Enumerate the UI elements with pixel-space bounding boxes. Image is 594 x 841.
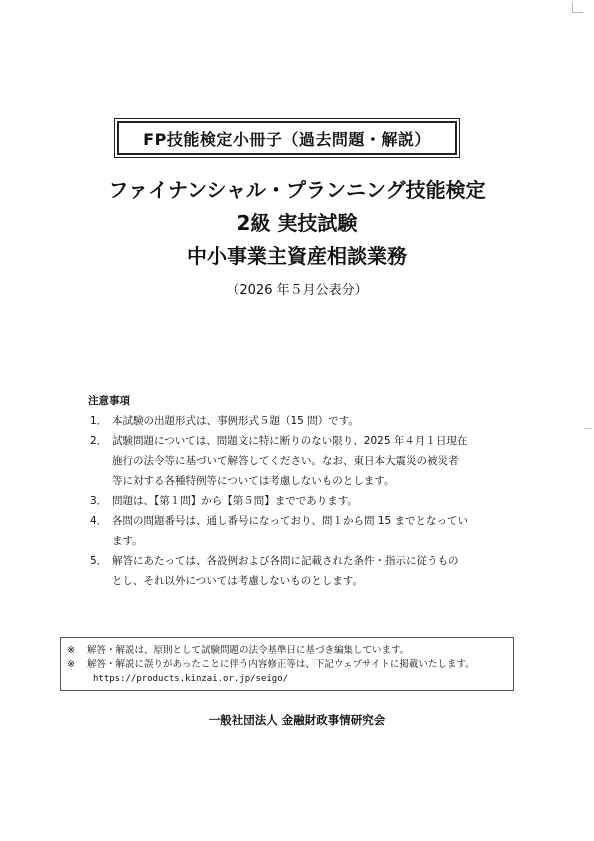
note-text (112, 511, 518, 551)
note-line: 本試験の出題形式は、事例形式５題（15 問）です。 (112, 415, 359, 427)
note-number: 1． (90, 415, 108, 427)
footnote-mark: ※ (67, 645, 75, 656)
note-line: とし、それ以外については考慮しないものとします。 (112, 575, 363, 587)
publication-date: （2026 年５月公表分） (226, 283, 368, 298)
note-number: 2． (90, 435, 108, 447)
note-item (88, 431, 518, 491)
note-text (112, 491, 518, 511)
note-item (88, 411, 518, 431)
notes-heading: 注意事項 (88, 395, 130, 407)
note-item (88, 551, 518, 591)
note-line: 解答にあたっては、各設例および各問に記載された条件・指示に従うもの (112, 555, 459, 567)
note-line: ます。 (112, 535, 143, 547)
footnote-mark: ※ (67, 659, 75, 670)
errata-url: https://products.kinzai.or.jp/seigo/ (93, 674, 289, 684)
title-line-1: ファイナンシャル・プランニング技能検定 (108, 178, 486, 202)
footnote-box (60, 637, 514, 691)
title-line-3: 中小事業主資産相談業務 (187, 244, 407, 268)
title-line-2: 2級 実技試験 (236, 211, 358, 235)
publisher-name: 一般社団法人 金融財政事情研究会 (208, 713, 386, 727)
notes-list (88, 411, 518, 591)
note-line: 問題は、【第１問】から【第５問】までであります。 (112, 495, 358, 507)
footnote-text: 解答・解説は、原則として試験問題の法令基準日に基づき編集しています。 (87, 645, 410, 656)
booklet-label-box (114, 118, 460, 158)
footnote-text: 解答・解説に誤りがあったことに伴う内容修正等は、下記ウェブサイトに掲載いたします。 (87, 659, 475, 670)
note-line: 各問の問題番号は、通し番号になっており、問１から問 15 までとなってい (112, 515, 469, 527)
note-line: 試験問題については、問題文に特に断りのない限り、2025 年４月１日現在 (112, 435, 468, 447)
note-number: 4． (90, 515, 108, 527)
note-text (112, 551, 518, 591)
note-number: 3． (90, 495, 108, 507)
booklet-label: FP技能検定小冊子（過去問題・解説） (117, 121, 457, 155)
note-line: 施行の法令等に基づいて解答してください。なお、東日本大震災の被災者 (112, 455, 459, 467)
footnote-item (67, 658, 513, 672)
note-text (112, 431, 518, 491)
note-text (112, 411, 518, 431)
note-line: 等に対する各種特例等については考慮しないものとします。 (112, 475, 395, 487)
page-edge-mark (584, 428, 592, 429)
footnote-list (67, 644, 513, 672)
notes-section (88, 393, 518, 591)
note-number: 5． (90, 555, 108, 567)
note-item (88, 491, 518, 511)
note-item (88, 511, 518, 551)
footnote-item (67, 644, 513, 658)
page-corner-mark (572, 2, 583, 13)
